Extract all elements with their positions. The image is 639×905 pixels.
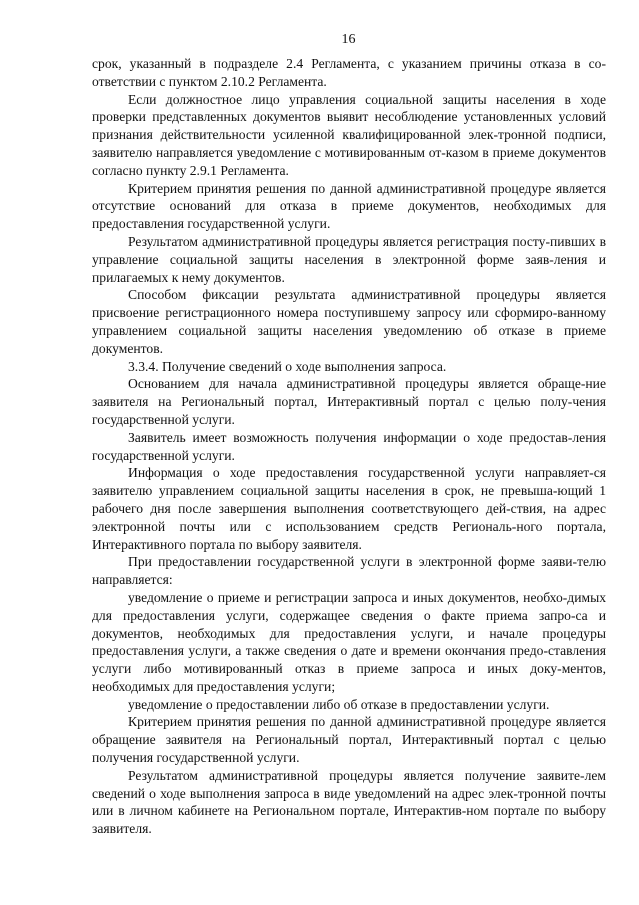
paragraph: Если должностное лицо управления социальной защиты населения в ходе проверки представленных документов выявит несоблюдение установленных условий признания действительности усиленной квалифицированной элек-тронной подписи, заявителю направляется уведомление с мотивированным от-казом в приеме документов согласно пункту 2.9.1 Регламента. [92, 91, 606, 178]
paragraph: Результатом административной процедуры является регистрация посту-пивших в управление социальной защиты населения в электронной форме заяв-ления и прилагаемых к нему документов. [92, 233, 606, 285]
paragraph: уведомление о предоставлении либо об отказе в предоставлении услуги. [128, 696, 550, 712]
paragraph: Критерием принятия решения по данной административной процедуре является отсутствие оснований для отказа в приеме документов, необходимых для предоставления государственной услуги. [92, 180, 606, 232]
paragraph: Способом фиксации результата административной процедуры является присвоение регистрационного номера поступившему запросу или сформиро-ванному управлением социальной защиты населения уведомлению об отказе в приеме документов. [92, 287, 606, 356]
paragraph: 3.3.4. Получение сведений о ходе выполнения запроса. [128, 358, 447, 374]
paragraph: Информация о ходе предоставления государственной услуги направляет-ся заявителю управлением социальной защиты населения в срок, не превыша-ющий 1 рабочего дня после завершения выполнения соответствующего дей-ствия, на адрес электронной почты или с использованием средств Региональ-ного портала, Интерактивного портала по выбору заявителя. [92, 465, 606, 552]
paragraph: уведомление о приеме и регистрации запроса и иных документов, необхо-димых для предоставления услуги, содержащее сведения о факте приема запро-са и документов, необходимых для предоставления услуги, и начале процедуры предоставления услуги, а также сведения о дате и времени окончания предо-ставления услуги либо мотивированный отказ в приеме запроса и иных доку-ментов, необходимых для предоставления услуги; [92, 589, 606, 694]
paragraph: Заявитель имеет возможность получения информации о ходе предостав-ления государственной услуги. [92, 429, 606, 463]
paragraph: Основанием для начала административной процедуры является обраще-ние заявителя на Региональный портал, Интерактивный портал с целью полу-чения государственной услуги. [92, 376, 606, 427]
paragraph: Критерием принятия решения по данной административной процедуре является обращение заявителя на Региональный портал, Интерактивный портал с целью получения государственной услуги. [92, 714, 606, 766]
body-text [92, 55, 606, 838]
paragraph: срок, указанный в подразделе 2.4 Регламента, с указанием причины отказа в со-ответствии с пунктом 2.10.2 Регламента. [92, 56, 606, 89]
paragraph: При предоставлении государственной услуги в электронной форме заяви-телю направляется: [92, 554, 606, 588]
paragraph: Результатом административной процедуры является получение заявите-лем сведений о ходе выполнения запроса в виде уведомлений на адрес элек-тронной почты или в личном кабинете на Региональном портале, Интерактив-ном портале по выбору заявителя. [92, 767, 606, 837]
page-number: 16 [341, 32, 356, 47]
